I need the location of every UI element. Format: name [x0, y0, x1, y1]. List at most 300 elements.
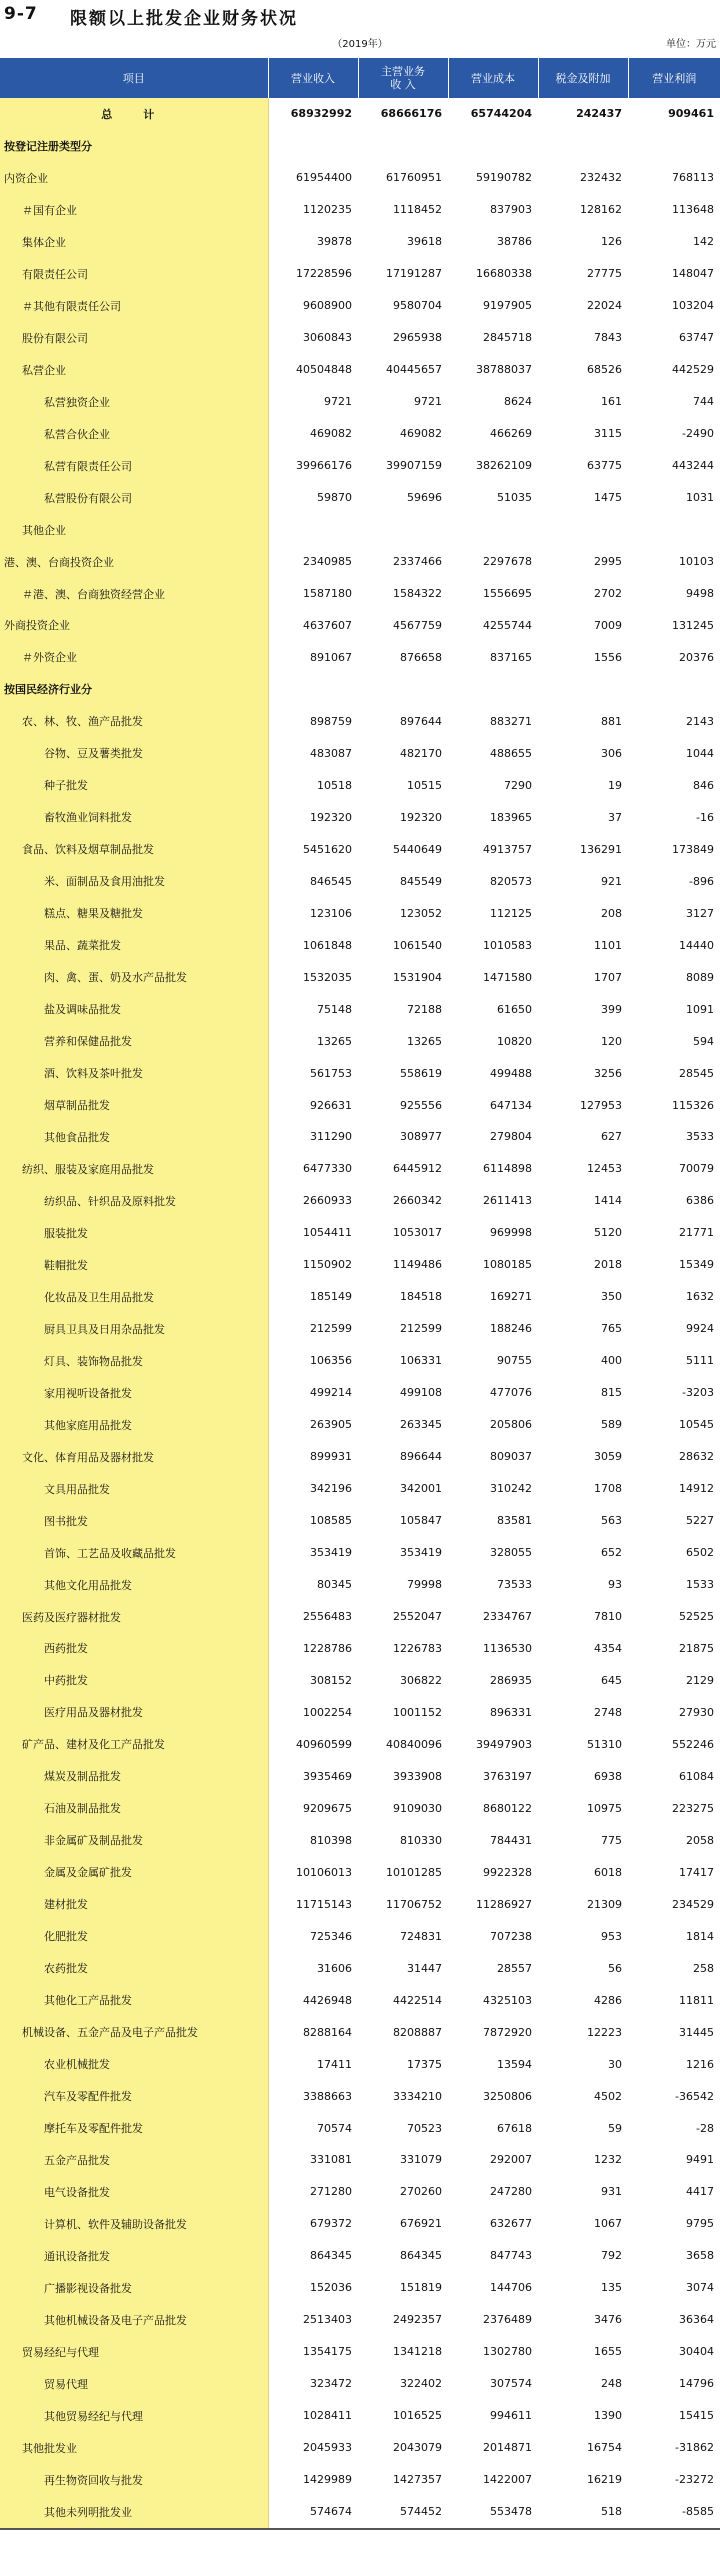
profit-cell [628, 514, 720, 546]
revenue-cell: 39878 [317, 235, 352, 249]
tax-cell: 6938 [594, 1769, 622, 1783]
revenue-cell: 1061848 [303, 938, 352, 952]
profit-cell: 4417 [686, 2185, 714, 2199]
row-label: 煤炭及制品批发 [0, 1760, 268, 1792]
table-row [0, 993, 720, 1025]
table-row [0, 769, 720, 801]
tax-cell [538, 514, 628, 546]
profit-cell: 223275 [672, 1801, 714, 1815]
main-revenue-cell: 322402 [400, 2377, 442, 2391]
row-label: 肉、禽、蛋、奶及水产品批发 [0, 961, 268, 993]
row-label: 港、澳、台商投资企业 [0, 546, 268, 578]
profit-cell: 9924 [686, 1322, 714, 1336]
profit-cell: -16 [696, 810, 714, 824]
revenue-cell: 31606 [317, 1961, 352, 1975]
profit-cell: 442529 [672, 363, 714, 377]
cost-cell: 51035 [497, 491, 532, 505]
row-label: 谷物、豆及薯类批发 [0, 737, 268, 769]
tax-cell: 4286 [594, 1993, 622, 2007]
table-row [0, 2432, 720, 2464]
row-label: 盐及调味品批发 [0, 993, 268, 1025]
main-revenue-cell: 70523 [407, 2121, 442, 2135]
revenue-cell: 75148 [317, 1002, 352, 1016]
cost-cell: 292007 [490, 2153, 532, 2167]
row-label: 化肥批发 [0, 1920, 268, 1952]
main-revenue-cell: 482170 [400, 746, 442, 760]
row-label: 集体企业 [0, 226, 268, 258]
main-revenue-cell: 469082 [400, 427, 442, 441]
profit-cell: 20376 [679, 650, 714, 664]
row-label: 贸易代理 [0, 2368, 268, 2400]
row-label: 文化、体育用品及器材批发 [0, 1441, 268, 1473]
row-label: ＃其他有限责任公司 [0, 290, 268, 322]
profit-cell: 1814 [686, 1929, 714, 1943]
main-revenue-cell: 39618 [407, 235, 442, 249]
profit-cell: 17417 [679, 1865, 714, 1879]
revenue-cell: 123106 [310, 906, 352, 920]
tax-cell: 21309 [587, 1897, 622, 1911]
tax-cell: 93 [608, 1578, 622, 1592]
row-label: 种子批发 [0, 769, 268, 801]
revenue-cell: 8288164 [303, 2025, 352, 2039]
tax-cell: 27775 [587, 267, 622, 281]
profit-cell: 6502 [686, 1546, 714, 1560]
unit-note: 单位：万元 [666, 39, 716, 50]
row-label: 私营有限责任公司 [0, 450, 268, 482]
main-revenue-cell: 123052 [400, 906, 442, 920]
tax-cell: 921 [601, 874, 622, 888]
tax-cell: 128162 [580, 203, 622, 217]
revenue-cell: 3060843 [303, 331, 352, 345]
profit-cell: 443244 [672, 459, 714, 473]
finance-table [0, 58, 720, 2528]
profit-cell: 142 [693, 235, 714, 249]
profit-cell [628, 673, 720, 705]
tax-cell [538, 673, 628, 705]
section-row [0, 130, 720, 162]
cost-cell: 1136530 [483, 1641, 532, 1655]
profit-cell: 5111 [686, 1354, 714, 1368]
main-revenue-cell: 845549 [400, 874, 442, 888]
main-revenue-cell: 1341218 [393, 2345, 442, 2359]
row-label: 其他文化用品批发 [0, 1569, 268, 1601]
table-row [0, 322, 720, 354]
year-note: （2019年） [332, 39, 388, 50]
table-row [0, 737, 720, 769]
main-revenue-cell: 308977 [400, 1130, 442, 1144]
column-header-item: 项目 [0, 58, 268, 98]
row-label: 图书批发 [0, 1505, 268, 1537]
main-revenue-cell: 105847 [400, 1514, 442, 1528]
row-label: 计算机、软件及辅助设备批发 [0, 2208, 268, 2240]
cost-cell: 144706 [490, 2281, 532, 2295]
table-row [0, 1441, 720, 1473]
main-revenue-cell: 2552047 [393, 1610, 442, 1624]
revenue-cell: 574674 [310, 2505, 352, 2519]
cost-cell: 2014871 [483, 2441, 532, 2455]
row-label: 私营企业 [0, 354, 268, 386]
revenue-cell: 10106013 [296, 1865, 352, 1879]
row-label: 首饰、工艺品及收藏品批发 [0, 1537, 268, 1569]
tax-cell: 37 [608, 810, 622, 824]
main-revenue-cell: 1531904 [393, 970, 442, 984]
cost-cell: 188246 [490, 1322, 532, 1336]
tax-cell: 16754 [587, 2441, 622, 2455]
tax-cell: 2748 [594, 1705, 622, 1719]
profit-cell: 3533 [686, 1130, 714, 1144]
main-revenue-cell: 17191287 [386, 267, 442, 281]
tax-cell: 652 [601, 1546, 622, 1560]
main-revenue-cell: 10515 [407, 778, 442, 792]
profit-cell: 1632 [686, 1290, 714, 1304]
profit-cell: 131245 [672, 618, 714, 632]
row-label: 服装批发 [0, 1217, 268, 1249]
revenue-cell: 40504848 [296, 363, 352, 377]
main-revenue-cell: 724831 [400, 1929, 442, 1943]
cost-cell: 38788037 [476, 363, 532, 377]
row-label: 汽车及零配件批发 [0, 2080, 268, 2112]
column-header-profit: 营业利润 [628, 58, 720, 98]
row-label: 厨具卫具及日用杂品批发 [0, 1313, 268, 1345]
tax-cell: 126 [601, 235, 622, 249]
profit-cell: -23272 [675, 2473, 714, 2487]
main-revenue-cell: 3334210 [393, 2089, 442, 2103]
row-label: 食品、饮料及烟草制品批发 [0, 833, 268, 865]
cost-cell: 3250806 [483, 2089, 532, 2103]
table-row [0, 1313, 720, 1345]
row-label: 畜牧渔业饲料批发 [0, 801, 268, 833]
row-label: 矿产品、建材及化工产品批发 [0, 1728, 268, 1760]
revenue-cell: 323472 [310, 2377, 352, 2391]
tax-cell: 3059 [594, 1450, 622, 1464]
revenue-cell: 5451620 [303, 842, 352, 856]
table-row [0, 1888, 720, 1920]
main-revenue-cell: 2965938 [393, 331, 442, 345]
row-label: 鞋帽批发 [0, 1249, 268, 1281]
main-revenue-cell [358, 673, 448, 705]
cost-cell: 837903 [490, 203, 532, 217]
table-row [0, 1728, 720, 1760]
profit-cell: 173849 [672, 842, 714, 856]
tax-cell: 68526 [587, 363, 622, 377]
cost-cell: 2611413 [483, 1194, 532, 1208]
profit-cell: 70079 [679, 1162, 714, 1176]
cost-cell: 67618 [497, 2121, 532, 2135]
row-label: 化妆品及卫生用品批发 [0, 1281, 268, 1313]
table-row [0, 2304, 720, 2336]
main-revenue-cell: 925556 [400, 1098, 442, 1112]
revenue-cell: 2660933 [303, 1194, 352, 1208]
cost-cell: 2334767 [483, 1610, 532, 1624]
row-label: 股份有限公司 [0, 322, 268, 354]
cost-cell: 169271 [490, 1290, 532, 1304]
cost-cell: 4325103 [483, 1993, 532, 2007]
cost-cell: 328055 [490, 1546, 532, 1560]
main-revenue-cell: 9109030 [393, 1801, 442, 1815]
main-revenue-cell: 72188 [407, 1002, 442, 1016]
row-label: 家用视听设备批发 [0, 1377, 268, 1409]
cost-cell: 647134 [490, 1098, 532, 1112]
tax-cell: 1475 [594, 491, 622, 505]
revenue-cell: 4637607 [303, 618, 352, 632]
profit-cell: 744 [693, 395, 714, 409]
tax-cell: 1655 [594, 2345, 622, 2359]
column-header-cost: 营业成本 [448, 58, 538, 98]
main-revenue-cell: 2492357 [393, 2313, 442, 2327]
cost-cell: 9922328 [483, 1865, 532, 1879]
revenue-cell: 1587180 [303, 587, 352, 601]
cost-cell: 205806 [490, 1418, 532, 1432]
profit-cell: 115326 [672, 1098, 714, 1112]
row-label: 私营股份有限公司 [0, 482, 268, 514]
table-row [0, 1217, 720, 1249]
revenue-cell: 891067 [310, 650, 352, 664]
cost-cell: 39497903 [476, 1737, 532, 1751]
page-title: 限额以上批发企业财务状况 [70, 9, 298, 29]
table-row [0, 1121, 720, 1153]
main-revenue-cell: 1584322 [393, 587, 442, 601]
table-row [0, 833, 720, 865]
cost-cell: 477076 [490, 1386, 532, 1400]
revenue-cell: 864345 [310, 2249, 352, 2263]
profit-cell: 27930 [679, 1705, 714, 1719]
revenue-cell: 4426948 [303, 1993, 352, 2007]
tax-cell: 59 [608, 2121, 622, 2135]
tax-cell: 953 [601, 1929, 622, 1943]
revenue-cell: 810398 [310, 1833, 352, 1847]
cost-cell: 7872920 [483, 2025, 532, 2039]
profit-cell: 8089 [686, 970, 714, 984]
cost-cell: 784431 [490, 1833, 532, 1847]
row-label: 私营合伙企业 [0, 418, 268, 450]
profit-cell: 15415 [679, 2409, 714, 2423]
profit-cell: 103204 [672, 299, 714, 313]
cost-cell: 3763197 [483, 1769, 532, 1783]
main-revenue-cell: 8208887 [393, 2025, 442, 2039]
tax-cell: 248 [601, 2377, 622, 2391]
table-row [0, 1409, 720, 1441]
cost-cell [448, 673, 538, 705]
row-label: 内资企业 [0, 162, 268, 194]
column-header-main-revenue: 主营业务 收 入 [358, 58, 448, 98]
cost-cell: 73533 [497, 1578, 532, 1592]
profit-cell: -31862 [675, 2441, 714, 2455]
profit-cell: 14440 [679, 938, 714, 952]
revenue-cell: 9209675 [303, 1801, 352, 1815]
row-label: 私营独资企业 [0, 386, 268, 418]
main-revenue-cell: 151819 [400, 2281, 442, 2295]
main-revenue-cell: 306822 [400, 1673, 442, 1687]
tax-cell: 161 [601, 395, 622, 409]
table-row [0, 450, 720, 482]
row-label: 医疗用品及器材批发 [0, 1696, 268, 1728]
table-row [0, 1792, 720, 1824]
cost-cell: 2376489 [483, 2313, 532, 2327]
tax-cell: 792 [601, 2249, 622, 2263]
profit-cell: 31445 [679, 2025, 714, 2039]
table-row [0, 2240, 720, 2272]
table-row [0, 1185, 720, 1217]
cost-cell: 1302780 [483, 2345, 532, 2359]
row-label: 电气设备批发 [0, 2176, 268, 2208]
revenue-cell: 271280 [310, 2185, 352, 2199]
main-revenue-cell: 1226783 [393, 1641, 442, 1655]
main-revenue-cell: 810330 [400, 1833, 442, 1847]
revenue-cell: 70574 [317, 2121, 352, 2135]
table-row [0, 226, 720, 258]
row-label: 营养和保健品批发 [0, 1025, 268, 1057]
main-revenue-cell: 4567759 [393, 618, 442, 632]
profit-cell: 2129 [686, 1673, 714, 1687]
tax-cell: 1556 [594, 650, 622, 664]
cost-cell: 59190782 [476, 171, 532, 185]
main-revenue-cell: 11706752 [386, 1897, 442, 1911]
tax-cell: 1101 [594, 938, 622, 952]
profit-cell: 2143 [686, 714, 714, 728]
revenue-cell: 212599 [310, 1322, 352, 1336]
table-row [0, 2368, 720, 2400]
row-label: 农、林、牧、渔产品批发 [0, 705, 268, 737]
row-label: 酒、饮料及茶叶批发 [0, 1057, 268, 1089]
revenue-cell: 483087 [310, 746, 352, 760]
profit-cell: -896 [689, 874, 714, 888]
profit-cell: 15349 [679, 1258, 714, 1272]
row-label: 机械设备、五金产品及电子产品批发 [0, 2016, 268, 2048]
revenue-cell: 80345 [317, 1578, 352, 1592]
table-number: 9-7 [4, 4, 38, 24]
revenue-cell: 1150902 [303, 1258, 352, 1272]
tax-cell: 7009 [594, 618, 622, 632]
row-label: 外商投资企业 [0, 610, 268, 642]
profit-cell: -36542 [675, 2089, 714, 2103]
revenue-cell: 2513403 [303, 2313, 352, 2327]
main-revenue-cell: 192320 [400, 810, 442, 824]
revenue-cell: 1532035 [303, 970, 352, 984]
row-label: 其他企业 [0, 514, 268, 546]
subtitle-bar [0, 32, 720, 54]
main-revenue-cell: 896644 [400, 1450, 442, 1464]
main-revenue-cell: 1149486 [393, 1258, 442, 1272]
row-label: 按国民经济行业分 [0, 673, 268, 705]
cost-cell: 1080185 [483, 1258, 532, 1272]
tax-cell: 2995 [594, 555, 622, 569]
tax-cell: 63775 [587, 459, 622, 473]
table-row [0, 482, 720, 514]
profit-cell: 1044 [686, 746, 714, 760]
revenue-cell: 2045933 [303, 2441, 352, 2455]
table-row [0, 1984, 720, 2016]
cost-cell: 10820 [497, 1034, 532, 1048]
tax-cell: 7843 [594, 331, 622, 345]
revenue-cell: 308152 [310, 1673, 352, 1687]
revenue-cell: 1054411 [303, 1226, 352, 1240]
row-label: 中药批发 [0, 1664, 268, 1696]
revenue-cell: 2556483 [303, 1610, 352, 1624]
cost-cell: 837165 [490, 650, 532, 664]
table-row [0, 641, 720, 673]
tax-cell: 518 [601, 2505, 622, 2519]
revenue-cell: 926631 [310, 1098, 352, 1112]
row-label: 烟草制品批发 [0, 1089, 268, 1121]
profit-cell: 36364 [679, 2313, 714, 2327]
cost-cell: 65744204 [470, 107, 532, 121]
main-revenue-cell: 6445912 [393, 1162, 442, 1176]
revenue-cell: 152036 [310, 2281, 352, 2295]
revenue-cell: 499214 [310, 1386, 352, 1400]
revenue-cell: 13265 [317, 1034, 352, 1048]
revenue-cell: 192320 [310, 810, 352, 824]
cost-cell: 809037 [490, 1450, 532, 1464]
cost-cell: 112125 [490, 906, 532, 920]
table-row [0, 2464, 720, 2496]
main-revenue-cell: 876658 [400, 650, 442, 664]
cost-cell: 820573 [490, 874, 532, 888]
profit-cell: 61084 [679, 1769, 714, 1783]
tax-cell: 3476 [594, 2313, 622, 2327]
table-row [0, 578, 720, 610]
main-revenue-cell: 212599 [400, 1322, 442, 1336]
table-row [0, 2400, 720, 2432]
profit-cell: 846 [693, 778, 714, 792]
cost-cell: 553478 [490, 2505, 532, 2519]
main-revenue-cell: 2660342 [393, 1194, 442, 1208]
tax-cell: 1708 [594, 1482, 622, 1496]
profit-cell [628, 130, 720, 162]
cost-cell: 16680338 [476, 267, 532, 281]
main-revenue-cell: 897644 [400, 714, 442, 728]
tax-cell: 563 [601, 1514, 622, 1528]
cost-cell: 286935 [490, 1673, 532, 1687]
row-label: 五金产品批发 [0, 2144, 268, 2176]
tax-cell: 589 [601, 1418, 622, 1432]
main-revenue-cell: 558619 [400, 1066, 442, 1080]
tax-cell: 4502 [594, 2089, 622, 2103]
cost-cell: 2845718 [483, 331, 532, 345]
table-row [0, 2208, 720, 2240]
revenue-cell: 185149 [310, 1290, 352, 1304]
main-revenue-cell: 1427357 [393, 2473, 442, 2487]
revenue-cell: 311290 [310, 1130, 352, 1144]
profit-cell: 2058 [686, 1833, 714, 1847]
cost-cell: 994611 [490, 2409, 532, 2423]
main-revenue-cell: 59696 [407, 491, 442, 505]
table-row [0, 865, 720, 897]
revenue-cell: 9721 [324, 395, 352, 409]
tax-cell: 19 [608, 778, 622, 792]
row-label: 其他批发业 [0, 2432, 268, 2464]
table-row [0, 386, 720, 418]
main-revenue-cell [358, 514, 448, 546]
table-row [0, 2144, 720, 2176]
main-revenue-cell: 1061540 [393, 938, 442, 952]
cost-cell: 1010583 [483, 938, 532, 952]
profit-cell: 1091 [686, 1002, 714, 1016]
table-body [0, 98, 720, 2528]
total-row [0, 98, 720, 130]
tax-cell: 765 [601, 1322, 622, 1336]
main-revenue-cell: 499108 [400, 1386, 442, 1400]
row-label: 果品、蔬菜批发 [0, 929, 268, 961]
main-revenue-cell: 9721 [414, 395, 442, 409]
row-label: 总 计 [0, 98, 268, 130]
table-row [0, 194, 720, 226]
table-row [0, 1696, 720, 1728]
tax-cell: 7810 [594, 1610, 622, 1624]
profit-cell: 1031 [686, 491, 714, 505]
cost-cell: 90755 [497, 1354, 532, 1368]
main-revenue-cell: 270260 [400, 2185, 442, 2199]
profit-cell: 1533 [686, 1578, 714, 1592]
